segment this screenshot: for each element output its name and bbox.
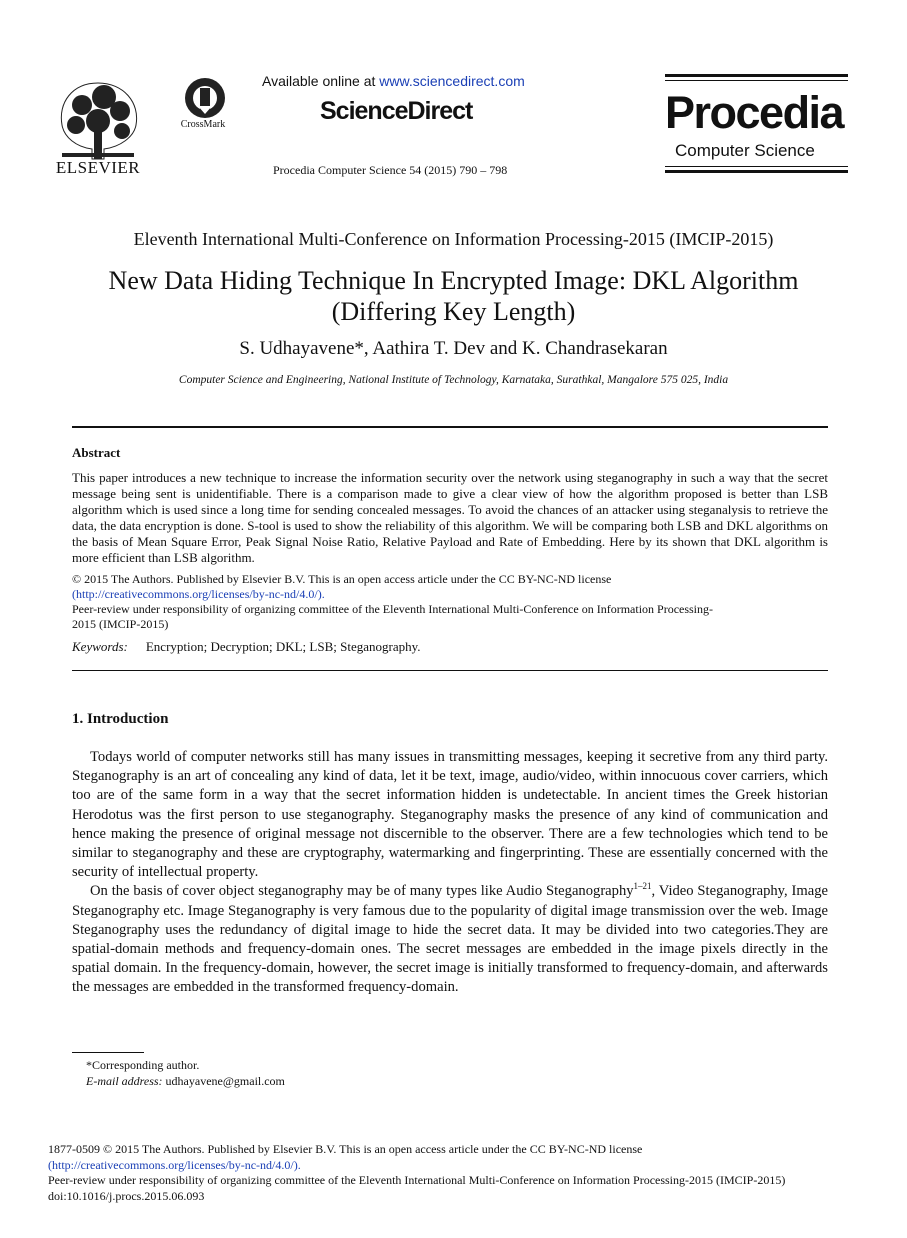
footnote-rule — [72, 1052, 144, 1053]
sciencedirect-logo: ScienceDirect — [320, 97, 473, 125]
abstract-top-rule — [72, 426, 828, 428]
procedia-subtitle: Computer Science — [675, 141, 815, 160]
procedia-rule — [665, 74, 848, 77]
abstract-bottom-rule — [72, 670, 828, 671]
authors: S. Udhayavene*, Aathira T. Dev and K. Chandrasekaran — [239, 338, 668, 359]
elsevier-wordmark: ELSEVIER — [55, 158, 141, 177]
copyright-text: © 2015 The Authors. Published by Elsevier B.V. This is an open access article under the CC BY-NC-ND license — [72, 572, 612, 586]
conference-name: Eleventh International Multi-Conference on Information Processing-2015 (IMCIP-2015) — [133, 229, 774, 249]
keywords-list: Encryption; Decryption; DKL; LSB; Steganography. — [145, 639, 421, 654]
email-line — [86, 1073, 285, 1089]
title-line-1: New Data Hiding Technique In Encrypted Image: DKL Algorithm — [108, 266, 799, 295]
email-address[interactable]: udhayavene@gmail.com — [165, 1074, 285, 1088]
intro-p2-end: , Video Steganography, Image Steganography etc. Image Steganography is very famous due to the popularity of digital image transmission over the web. Image Steganography uses the redundancy of digital image to hide the secret data. It may be divided into two categories.They are spatial-domain methods and frequency-domain ones. The secret messages are embedded in the image pixels directly in the spatial domain. In the frequency-domain, however, the secret image is initially transformed to frequency-domain, and afterwards the messages are embedded in the transformed frequency-domain. — [72, 883, 828, 996]
intro-paragraph-1: Todays world of computer networks still has many issues in transmitting messages, keeping it secretive from any third party. Steganography is an art of concealing any kind of data, let it be text, image, audio/video, within innocuous cover carriers, which too are of the same form in a way that the secret information hidden is undetectable. In ancient times the Greek historian Herodotus was the first person to use steganography. Steganography masks the presence of any kind of communication and hence making the presence of original message not discernible to the observer. There are a few technologies which tend to be similar to steganography and these are cryptography, watermarking and fingerprinting. These are essentially concerned with the security of intellectual property. — [72, 749, 828, 881]
footer-peer-review: Peer-review under responsibility of organizing committee of the Eleventh International Multi-Conference on Information Processing-2015 (IMCIP-2015) — [48, 1173, 786, 1187]
intro-paragraph-2 — [72, 882, 828, 997]
abstract-heading: Abstract — [72, 445, 121, 460]
introduction-body — [72, 748, 828, 998]
doi[interactable]: doi:10.1016/j.procs.2015.06.093 — [48, 1188, 205, 1203]
procedia-rule — [665, 166, 848, 167]
page-footer — [48, 1142, 858, 1204]
keywords — [72, 639, 421, 655]
citation-superscript[interactable]: 1–21 — [633, 881, 652, 892]
copyright-notice — [72, 572, 828, 602]
title-line-2: (Differing Key Length) — [331, 297, 576, 326]
affiliation: Computer Science and Engineering, National Institute of Technology, Karnataka, Surathkal, Mangalore 575 025, India — [178, 374, 729, 386]
footnote — [86, 1057, 285, 1089]
sciencedirect-link[interactable]: www.sciencedirect.com — [379, 73, 525, 89]
procedia-rule — [665, 80, 848, 81]
license-link[interactable]: (http://creativecommons.org/licenses/by-nc-nd/4.0/). — [72, 587, 325, 601]
available-online — [262, 73, 525, 89]
paper-title — [0, 265, 907, 327]
intro-p2-start: On the basis of cover object steganography may be of many types like Audio Steganography — [90, 883, 634, 900]
corresponding-author: *Corresponding author. — [86, 1058, 200, 1072]
section-heading-introduction: 1. Introduction — [72, 711, 169, 727]
abstract-body: This paper introduces a new technique to increase the information security over the network using steganography in such a way that the secret message being sent is unidentifiable. There is a comparison made to give a clear view of how the algorithm proposed is better than LSB algorithm which is used since a long time for sending concealed messages. To avoid the chances of an attacker using steganalysis to retrieve the data, the data encryption is done. S-tool is used to show the reliability of this algorithm. We will be comparing both LSB and DKL algorithms on the basis of Mean Square Error, Peak Signal Noise Ratio, Relative Payload and Rate of Embedding. Here by its shown that DKL algorithm is more efficient than LSB algorithm. — [72, 470, 828, 565]
keywords-label: Keywords: — [72, 639, 128, 654]
procedia-logo: Procedia — [665, 87, 844, 138]
journal-reference: Procedia Computer Science 54 (2015) 790 – 798 — [273, 163, 508, 177]
footer-license-link[interactable]: (http://creativecommons.org/licenses/by-nc-nd/4.0/). — [48, 1157, 301, 1172]
procedia-rule — [665, 170, 848, 173]
email-label: E-mail address: — [86, 1074, 163, 1088]
available-prefix: Available online at — [262, 73, 380, 89]
footer-copyright: 1877-0509 © 2015 The Authors. Published by Elsevier B.V. This is an open access article under the CC BY-NC-ND license — [48, 1142, 643, 1156]
crossmark-label: CrossMark — [180, 119, 226, 130]
peer-review-note: Peer-review under responsibility of organizing committee of the Eleventh International Multi-Conference on Information Processing-2015 (IMCIP-2015) — [72, 602, 714, 631]
